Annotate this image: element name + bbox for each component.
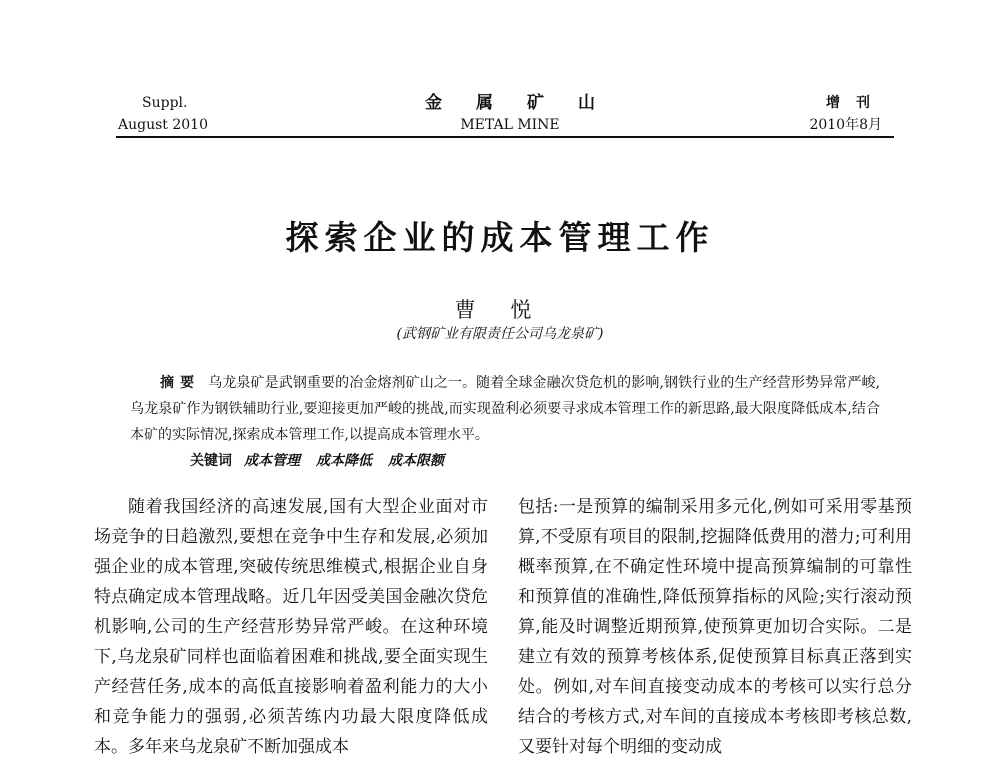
keyword-item: 成本管理 [244,453,300,469]
body-paragraph-right: 包括:一是预算的编制采用多元化,例如可采用零基预算,不受原有项目的限制,挖掘降低费用的潜力;可利用概率预算,在不确定性环境中提高预算编制的可靠性和预算值的准确性,降低预算指标的风险;实行滚动预算,能及时调整近期预算,使预算更加切合实际。二是建立有效的预算考核体系,促使预算目标真正落到实处。例如,对车间直接变动成本的考核可以实行总分结合的考核方式,对车间的直接成本考核即考核总数,又要针对每个明细的变动成 [518,497,912,757]
header-supplement-cn: 增刊 [826,95,886,111]
abstract-text: 乌龙泉矿是武钢重要的冶金熔剂矿山之一。随着全球金融次贷危机的影响,钢铁行业的生产经营形势异常严峻,乌龙泉矿作为钢铁辅助行业,要迎接更加严峻的挑战,而实现盈利必须要寻求成本管理工作的新思路,最大限度降低成本,结合本矿的实际情况,探索成本管理工作,以提高成本管理水平。 [130,375,881,443]
author-affiliation: (武钢矿业有限责任公司乌龙泉矿) [396,326,604,342]
header-date-cn: 2010年8月 [809,117,882,133]
author-name: 曹 悦 [454,298,546,322]
header-date-en: August 2010 [118,117,208,133]
header-suppl: Suppl. [142,95,188,111]
header-issue-cn [809,92,886,136]
abstract-paragraph [130,370,880,448]
keywords-label: 关键词 [190,453,232,469]
journal-name-cn: 金属矿山 [425,93,629,113]
header-journal-en [118,92,208,136]
body-column-left [94,492,488,762]
abstract-block [130,370,880,474]
body-column-right [518,492,912,762]
header-rule [116,136,894,138]
header-journal-name [400,92,629,136]
keywords-line [130,448,880,474]
keyword-item: 成本降低 [316,453,372,469]
abstract-label: 摘要 [160,375,201,391]
body-paragraph-left: 随着我国经济的高速发展,国有大型企业面对市场竞争的日趋激烈,要想在竞争中生存和发展,必须加强企业的成本管理,突破传统思维模式,根据企业自身特点确定成本管理战略。近几年因受美国金融次贷危机影响,公司的生产经营形势异常严峻。在这种环境下,乌龙泉矿同样也面临着困难和挑战,要全面实现生产经营任务,成本的高低直接影响着盈利能力的大小和竞争能力的强弱,必须苦练内功最大限度降低成本。多年来乌龙泉矿不断加强成本 [94,497,488,757]
keyword-item: 成本限额 [388,453,444,469]
article-title: 探索企业的成本管理工作 [285,218,715,257]
journal-name-en: METAL MINE [460,117,560,133]
